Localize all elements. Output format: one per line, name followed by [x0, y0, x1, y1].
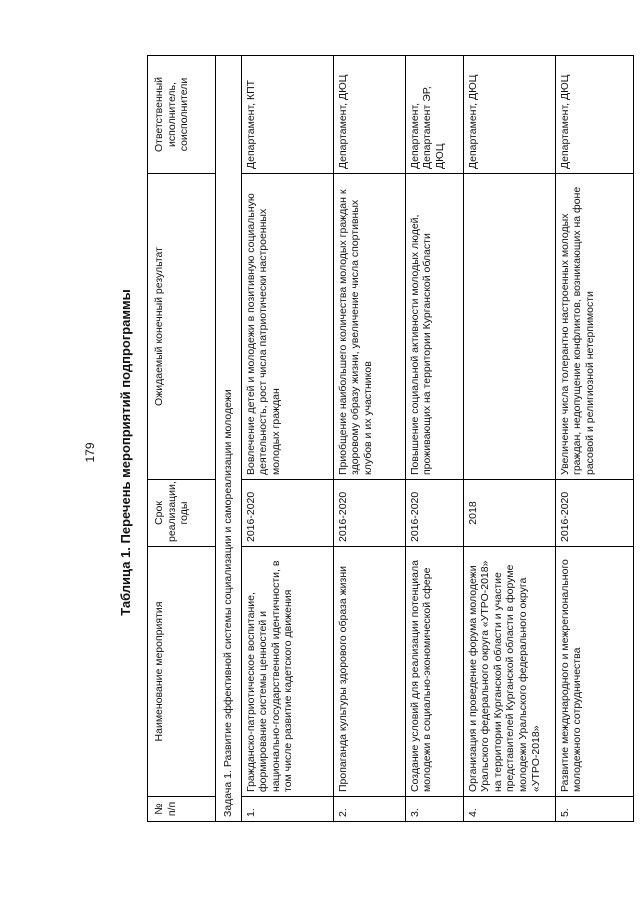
row-num: 1. — [241, 797, 333, 822]
row-executor: Департамент, Департамент ЭР, ДЮЦ — [405, 56, 463, 174]
row-num: 5. — [555, 797, 633, 822]
row-executor: Департамент, КПТ — [241, 56, 333, 174]
row-num: 2. — [333, 797, 405, 822]
table-row — [333, 56, 405, 822]
task-title: Задача 1. Развитие эффективной системы социализации и самореализации молодежи — [216, 56, 242, 822]
row-result: Повышение социальной активности молодых людей, проживающих на территории Курганской области — [405, 174, 463, 480]
row-result: Приобщение наибольшего количества молодых граждан к здоровому образу жизни, увеличение числа спортивных клубов и их участников — [333, 174, 405, 480]
row-executor: Департамент, ДЮЦ — [463, 56, 555, 174]
header-term: Срок реализации, годы — [148, 480, 216, 547]
header-num: № п/п — [148, 797, 216, 822]
row-term: 2016-2020 — [333, 480, 405, 547]
row-name: Организация и проведение форума молодежи Уральского федерального округа «УТРО-2018» на территории Курганской области и участие представителей Курганской области в форуме молодежи Уральского федерального округа «УТРО-2018» — [463, 547, 555, 797]
row-result — [463, 174, 555, 480]
row-result: Вовлечение детей и молодежи в позитивную социальную деятельность, рост числа патриотически настроенных молодых граждан — [241, 174, 333, 480]
table-row — [463, 56, 555, 822]
table-title: Таблица 1. Перечень мероприятий подпрограммы — [118, 289, 133, 616]
table-row — [241, 56, 333, 822]
row-term: 2016-2020 — [405, 480, 463, 547]
header-result: Ожидаемый конечный результат — [148, 174, 216, 480]
row-num: 3. — [405, 797, 463, 822]
row-num: 4. — [463, 797, 555, 822]
row-name: Гражданско-патриотическое воспитание, формирование системы ценностей и национально-государственной идентичности, в том числе развитие кадетского движения — [241, 547, 333, 797]
header-executor: Ответственный исполнитель, соисполнители — [148, 56, 216, 174]
header-name: Наименование мероприятия — [148, 547, 216, 797]
table-row — [405, 56, 463, 822]
page-number: 179 — [83, 442, 97, 463]
row-name: Создание условий для реализации потенциала молодежи в социально-экономической сфере — [405, 547, 463, 797]
row-executor: Департамент, ДЮЦ — [333, 56, 405, 174]
table-header-row — [148, 56, 216, 822]
row-executor: Департамент, ДЮЦ — [555, 56, 633, 174]
measures-table — [147, 55, 634, 822]
row-name: Развитие международного и межрегионального молодежного сотрудничества — [555, 547, 633, 797]
table-row — [555, 56, 633, 822]
row-name: Пропаганда культуры здорового образа жизни — [333, 547, 405, 797]
row-term: 2016-2020 — [241, 480, 333, 547]
task-row — [216, 56, 242, 822]
row-term: 2016-2020 — [555, 480, 633, 547]
row-result: Увеличение числа толерантно настроенных молодых граждан, недопущение конфликтов, возникающих на фоне расовой и религиозной нетерпимости — [555, 174, 633, 480]
row-term: 2018 — [463, 480, 555, 547]
